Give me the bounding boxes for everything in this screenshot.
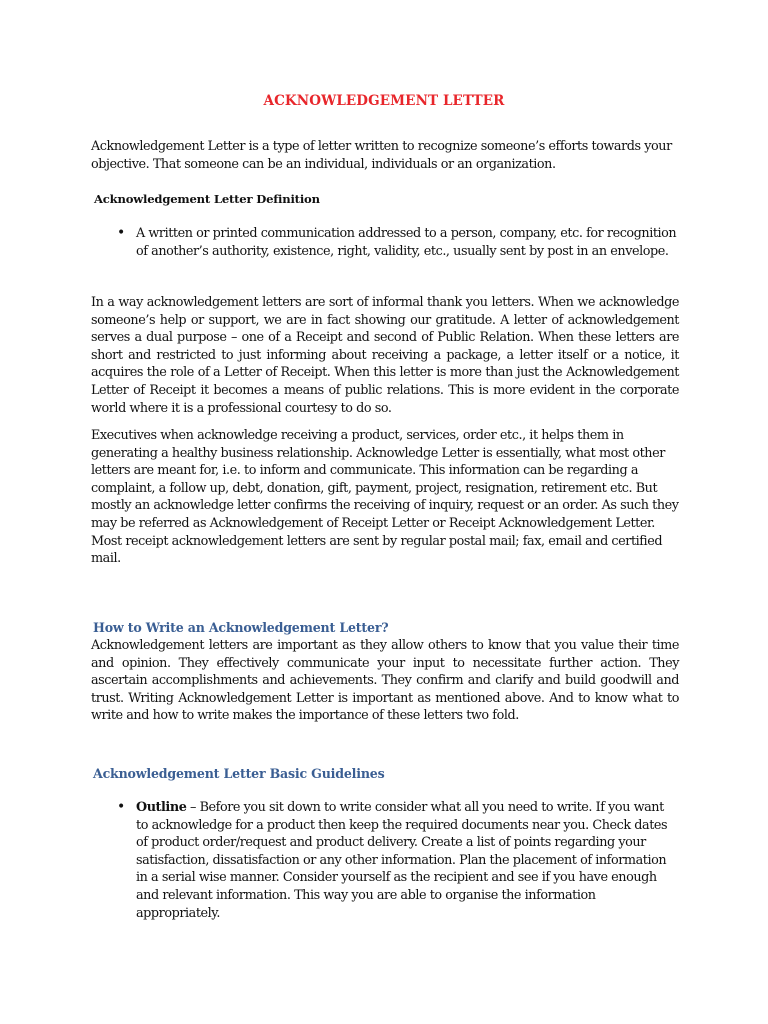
list-item bbox=[117, 225, 677, 260]
bullet-icon: • bbox=[117, 225, 125, 241]
how-to-write-heading: How to Write an Acknowledgement Letter? bbox=[93, 620, 389, 635]
guidelines-heading: Acknowledgement Letter Basic Guidelines bbox=[93, 766, 385, 781]
definition-text: A written or printed communication addressed to a person, company, etc. for recognition of another’s authority, existence, right, validity, etc., usually sent by post in an envelope. bbox=[136, 226, 677, 259]
paragraph-informal-thank-you: In a way acknowledgement letters are sort of informal thank you letters. When we acknowledge someone’s help or support, we are in fact showing our gratitude. A letter of acknowledgement serves a dual purpose – one of a Receipt and second of Public Relation. When these letters are short and restricted to just informing about receiving a package, a letter itself or a notice, it acquires the role of a Letter of Receipt. When this letter is more than just the Acknowledgement Letter of Receipt it becomes a means of public relations. This is more evident in the corporate world where it is a professional courtesy to do so. bbox=[91, 295, 679, 416]
bullet-icon: • bbox=[117, 799, 125, 815]
guidelines-list bbox=[117, 799, 677, 922]
definition-list bbox=[117, 225, 677, 260]
how-to-write-paragraph: Acknowledgement letters are important as they allow others to know that you value their time and opinion. They effectively communicate your input to necessitate further action. They ascertain accomplishments and achievements. They confirm and clarify and build goodwill and trust. Writing Acknowledgement Letter is important as mentioned above. And to know what to write and how to write makes the importance of these letters two fold. bbox=[91, 638, 679, 724]
guideline-term: Outline bbox=[136, 800, 187, 815]
list-item bbox=[117, 799, 677, 922]
guideline-text: – Before you sit down to write consider what all you need to write. If you want to acknowledge for a product then keep the required documents near you. Check dates of product order/request and product delivery. Create a list of points regarding your satisfaction, dissatisfaction or any other information. Plan the placement of information in a serial wise manner. Consider yourself as the recipient and see if you have enough and relevant information. This way you are able to organise the information appropriately. bbox=[136, 800, 668, 921]
intro-paragraph: Acknowledgement Letter is a type of letter written to recognize someone’s efforts towards your objective. That someone can be an individual, individuals or an organization. bbox=[91, 139, 672, 172]
document-title: ACKNOWLEDGEMENT LETTER bbox=[263, 93, 505, 109]
definition-heading: Acknowledgement Letter Definition bbox=[94, 192, 320, 206]
paragraph-executives: Executives when acknowledge receiving a product, services, order etc., it helps them in generating a healthy business relationship. Acknowledge Letter is essentially, what most other letters are meant for, i.e. to inform and communicate. This information can be regarding a complaint, a follow up, debt, donation, gift, payment, project, resignation, retirement etc. But mostly an acknowledge letter confirms the receiving of inquiry, request or an order. As such they may be referred as Acknowledgement of Receipt Letter or Receipt Acknowledgement Letter. Most receipt acknowledgement letters are sent by regular postal mail; fax, email and certified mail. bbox=[91, 428, 679, 567]
